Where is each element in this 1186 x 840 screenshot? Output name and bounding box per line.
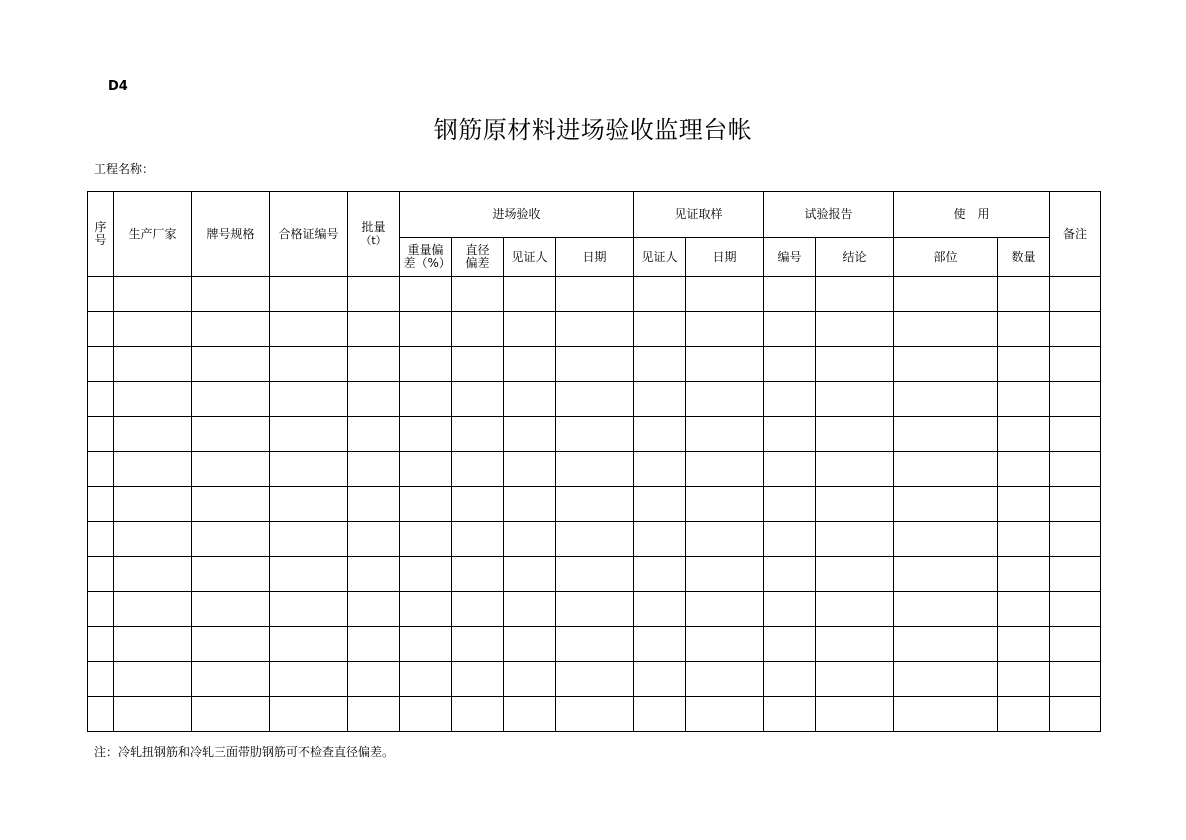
table-cell[interactable] <box>452 312 504 347</box>
table-cell[interactable] <box>556 382 634 417</box>
header-entry-inspection: 进场验收 <box>400 192 634 238</box>
table-cell[interactable] <box>686 592 764 627</box>
table-cell[interactable] <box>998 557 1050 592</box>
table-cell[interactable] <box>192 627 270 662</box>
table-cell[interactable] <box>114 557 192 592</box>
table-cell[interactable] <box>114 592 192 627</box>
table-cell[interactable] <box>348 557 400 592</box>
table-cell[interactable] <box>816 627 894 662</box>
table-cell[interactable] <box>894 312 998 347</box>
table-cell[interactable] <box>556 277 634 312</box>
table-cell[interactable] <box>270 557 348 592</box>
table-cell[interactable] <box>452 347 504 382</box>
table-cell[interactable] <box>764 522 816 557</box>
table-cell[interactable] <box>114 662 192 697</box>
header-sampling-date: 日期 <box>686 238 764 277</box>
form-code: D4 <box>108 79 128 94</box>
table-cell[interactable] <box>192 662 270 697</box>
header-date: 日期 <box>556 238 634 277</box>
table-cell[interactable] <box>1050 312 1101 347</box>
table-cell[interactable] <box>816 417 894 452</box>
table-cell[interactable] <box>556 627 634 662</box>
table-cell[interactable] <box>686 417 764 452</box>
table-cell[interactable] <box>348 382 400 417</box>
header-sampling-witness: 见证人 <box>634 238 686 277</box>
table-cell[interactable] <box>764 697 816 732</box>
table-cell[interactable] <box>764 347 816 382</box>
table-cell[interactable] <box>998 522 1050 557</box>
table-cell[interactable] <box>88 312 114 347</box>
table-body <box>88 277 1101 732</box>
table-cell[interactable] <box>998 662 1050 697</box>
table-cell[interactable] <box>452 697 504 732</box>
table-cell[interactable] <box>88 627 114 662</box>
table-cell[interactable] <box>686 662 764 697</box>
header-brand-spec: 牌号规格 <box>192 192 270 277</box>
table-cell[interactable] <box>634 697 686 732</box>
table-cell[interactable] <box>634 487 686 522</box>
header-seq: 序号 <box>88 192 114 277</box>
table-cell[interactable] <box>894 347 998 382</box>
header-witness: 见证人 <box>504 238 556 277</box>
table-cell[interactable] <box>504 277 556 312</box>
table-cell[interactable] <box>88 662 114 697</box>
table-cell[interactable] <box>556 662 634 697</box>
table-cell[interactable] <box>348 487 400 522</box>
table-cell[interactable] <box>88 557 114 592</box>
table-cell[interactable] <box>816 347 894 382</box>
table-cell[interactable] <box>452 522 504 557</box>
table-cell[interactable] <box>998 697 1050 732</box>
header-witness-sampling: 见证取样 <box>634 192 764 238</box>
table-cell[interactable] <box>894 522 998 557</box>
table-cell[interactable] <box>400 312 452 347</box>
table-cell[interactable] <box>348 312 400 347</box>
table-cell[interactable] <box>114 347 192 382</box>
table-cell[interactable] <box>634 417 686 452</box>
table-cell[interactable] <box>88 452 114 487</box>
table-cell[interactable] <box>634 312 686 347</box>
table-cell[interactable] <box>88 592 114 627</box>
table-cell[interactable] <box>998 277 1050 312</box>
table-cell[interactable] <box>452 452 504 487</box>
table-cell[interactable] <box>556 522 634 557</box>
table-cell[interactable] <box>192 382 270 417</box>
table-cell[interactable] <box>348 277 400 312</box>
table-cell[interactable] <box>556 557 634 592</box>
table-cell[interactable] <box>504 627 556 662</box>
table-cell[interactable] <box>114 382 192 417</box>
table-cell[interactable] <box>686 557 764 592</box>
table-cell[interactable] <box>556 417 634 452</box>
table-cell[interactable] <box>400 522 452 557</box>
table-cell[interactable] <box>348 627 400 662</box>
table-row <box>88 487 1101 522</box>
table-cell[interactable] <box>634 347 686 382</box>
table-cell[interactable] <box>764 382 816 417</box>
table-cell[interactable] <box>348 697 400 732</box>
table-cell[interactable] <box>686 312 764 347</box>
table-row <box>88 592 1101 627</box>
table-row <box>88 382 1101 417</box>
table-cell[interactable] <box>894 452 998 487</box>
table-cell[interactable] <box>816 522 894 557</box>
table-cell[interactable] <box>894 557 998 592</box>
table-cell[interactable] <box>504 662 556 697</box>
table-cell[interactable] <box>504 487 556 522</box>
table-cell[interactable] <box>998 627 1050 662</box>
table-cell[interactable] <box>192 417 270 452</box>
table-cell[interactable] <box>452 417 504 452</box>
table-cell[interactable] <box>504 382 556 417</box>
table-cell[interactable] <box>400 277 452 312</box>
table-cell[interactable] <box>1050 662 1101 697</box>
header-conclusion: 结论 <box>816 238 894 277</box>
table-cell[interactable] <box>894 277 998 312</box>
table-cell[interactable] <box>192 277 270 312</box>
table-row <box>88 627 1101 662</box>
table-cell[interactable] <box>270 697 348 732</box>
header-row-1 <box>88 192 1101 238</box>
header-remarks: 备注 <box>1050 192 1101 277</box>
table-cell[interactable] <box>764 487 816 522</box>
table-cell[interactable] <box>556 487 634 522</box>
table-cell[interactable] <box>192 452 270 487</box>
table-cell[interactable] <box>114 417 192 452</box>
table-row <box>88 522 1101 557</box>
table-cell[interactable] <box>998 417 1050 452</box>
table-cell[interactable] <box>1050 277 1101 312</box>
header-report-no: 编号 <box>764 238 816 277</box>
table-cell[interactable] <box>686 697 764 732</box>
table-cell[interactable] <box>88 382 114 417</box>
table-cell[interactable] <box>686 277 764 312</box>
table-cell[interactable] <box>764 452 816 487</box>
table-row <box>88 557 1101 592</box>
table-cell[interactable] <box>894 662 998 697</box>
table-cell[interactable] <box>894 487 998 522</box>
table-cell[interactable] <box>192 557 270 592</box>
table-cell[interactable] <box>816 312 894 347</box>
table-cell[interactable] <box>270 627 348 662</box>
table-cell[interactable] <box>88 697 114 732</box>
table-cell[interactable] <box>192 487 270 522</box>
table-cell[interactable] <box>998 452 1050 487</box>
table-cell[interactable] <box>764 557 816 592</box>
table-cell[interactable] <box>270 487 348 522</box>
table-row <box>88 277 1101 312</box>
table-cell[interactable] <box>452 627 504 662</box>
table-cell[interactable] <box>400 347 452 382</box>
table-cell[interactable] <box>88 487 114 522</box>
table-cell[interactable] <box>114 627 192 662</box>
table-cell[interactable] <box>270 417 348 452</box>
table-cell[interactable] <box>400 627 452 662</box>
table-cell[interactable] <box>998 487 1050 522</box>
table-cell[interactable] <box>634 627 686 662</box>
table-cell[interactable] <box>270 382 348 417</box>
table-cell[interactable] <box>894 417 998 452</box>
table-cell[interactable] <box>270 452 348 487</box>
table-cell[interactable] <box>634 382 686 417</box>
table-cell[interactable] <box>1050 592 1101 627</box>
table-cell[interactable] <box>504 522 556 557</box>
table-cell[interactable] <box>816 662 894 697</box>
table-cell[interactable] <box>764 627 816 662</box>
table-cell[interactable] <box>114 312 192 347</box>
table-row <box>88 452 1101 487</box>
table-cell[interactable] <box>452 592 504 627</box>
header-batch <box>348 192 400 277</box>
table-cell[interactable] <box>88 417 114 452</box>
table-cell[interactable] <box>894 592 998 627</box>
table-cell[interactable] <box>764 277 816 312</box>
table-cell[interactable] <box>556 592 634 627</box>
table-cell[interactable] <box>114 277 192 312</box>
table-cell[interactable] <box>1050 417 1101 452</box>
table-cell[interactable] <box>1050 487 1101 522</box>
table-cell[interactable] <box>400 592 452 627</box>
table-cell[interactable] <box>400 662 452 697</box>
table-cell[interactable] <box>634 557 686 592</box>
table-cell[interactable] <box>348 592 400 627</box>
table-cell[interactable] <box>348 347 400 382</box>
table-cell[interactable] <box>452 487 504 522</box>
table-row <box>88 417 1101 452</box>
table-cell[interactable] <box>192 592 270 627</box>
table-cell[interactable] <box>452 277 504 312</box>
table-cell[interactable] <box>816 487 894 522</box>
table-cell[interactable] <box>894 627 998 662</box>
table-cell[interactable] <box>1050 522 1101 557</box>
table-cell[interactable] <box>452 557 504 592</box>
table-cell[interactable] <box>816 557 894 592</box>
table-cell[interactable] <box>400 382 452 417</box>
table-cell[interactable] <box>504 452 556 487</box>
table-cell[interactable] <box>452 382 504 417</box>
table-cell[interactable] <box>816 277 894 312</box>
table-cell[interactable] <box>1050 382 1101 417</box>
table-cell[interactable] <box>816 452 894 487</box>
table-row <box>88 312 1101 347</box>
table-cell[interactable] <box>686 452 764 487</box>
table-cell[interactable] <box>686 522 764 557</box>
header-cert-no: 合格证编号 <box>270 192 348 277</box>
table-cell[interactable] <box>504 347 556 382</box>
table-cell[interactable] <box>270 662 348 697</box>
table-cell[interactable] <box>270 277 348 312</box>
table-cell[interactable] <box>270 312 348 347</box>
table-cell[interactable] <box>400 487 452 522</box>
table-cell[interactable] <box>764 662 816 697</box>
ledger-table <box>87 191 1101 732</box>
table-cell[interactable] <box>1050 557 1101 592</box>
header-weight-deviation: 重量偏差（%） <box>400 238 452 277</box>
table-cell[interactable] <box>192 312 270 347</box>
header-test-report: 试验报告 <box>764 192 894 238</box>
table-cell[interactable] <box>634 452 686 487</box>
table-cell[interactable] <box>114 522 192 557</box>
table-cell[interactable] <box>686 382 764 417</box>
table-cell[interactable] <box>88 522 114 557</box>
table-cell[interactable] <box>400 417 452 452</box>
table-cell[interactable] <box>400 557 452 592</box>
table-cell[interactable] <box>504 312 556 347</box>
table-row <box>88 662 1101 697</box>
table-cell[interactable] <box>556 697 634 732</box>
table-cell[interactable] <box>816 382 894 417</box>
table-cell[interactable] <box>88 277 114 312</box>
table-cell[interactable] <box>764 312 816 347</box>
table-cell[interactable] <box>634 277 686 312</box>
table-cell[interactable] <box>894 697 998 732</box>
header-manufacturer: 生产厂家 <box>114 192 192 277</box>
table-cell[interactable] <box>816 697 894 732</box>
table-cell[interactable] <box>764 417 816 452</box>
table-cell[interactable] <box>998 312 1050 347</box>
table-cell[interactable] <box>270 522 348 557</box>
table-cell[interactable] <box>634 592 686 627</box>
header-batch-qty: 批量 <box>361 220 386 234</box>
table-cell[interactable] <box>1050 627 1101 662</box>
table-cell[interactable] <box>816 592 894 627</box>
table-cell[interactable] <box>556 452 634 487</box>
table-cell[interactable] <box>998 347 1050 382</box>
table-cell[interactable] <box>192 697 270 732</box>
footnote: 注：冷轧扭钢筋和冷轧三面带肋钢筋可不检查直径偏差。 <box>94 745 395 759</box>
header-diameter-deviation: 直径偏差 <box>452 238 504 277</box>
table-cell[interactable] <box>270 347 348 382</box>
table-cell[interactable] <box>998 382 1050 417</box>
table-cell[interactable] <box>686 347 764 382</box>
table-row <box>88 347 1101 382</box>
table-cell[interactable] <box>894 382 998 417</box>
table-cell[interactable] <box>686 487 764 522</box>
table-cell[interactable] <box>348 522 400 557</box>
table-cell[interactable] <box>504 557 556 592</box>
header-location: 部位 <box>894 238 998 277</box>
table-cell[interactable] <box>348 417 400 452</box>
table-cell[interactable] <box>88 347 114 382</box>
table-row <box>88 697 1101 732</box>
table-cell[interactable] <box>192 347 270 382</box>
table-cell[interactable] <box>686 627 764 662</box>
table-cell[interactable] <box>556 347 634 382</box>
table-cell[interactable] <box>634 662 686 697</box>
header-batch-unit: （t） <box>360 234 387 247</box>
table-cell[interactable] <box>504 592 556 627</box>
table-cell[interactable] <box>192 522 270 557</box>
table-cell[interactable] <box>400 452 452 487</box>
project-name-label: 工程名称： <box>94 162 155 176</box>
table-cell[interactable] <box>998 592 1050 627</box>
table-cell[interactable] <box>504 417 556 452</box>
page-title: 钢筋原材料进场验收监理台帐 <box>433 116 753 144</box>
header-quantity: 数量 <box>998 238 1050 277</box>
table-cell[interactable] <box>114 452 192 487</box>
table-cell[interactable] <box>634 522 686 557</box>
table-cell[interactable] <box>1050 452 1101 487</box>
table-cell[interactable] <box>1050 697 1101 732</box>
table-cell[interactable] <box>504 697 556 732</box>
table-cell[interactable] <box>452 662 504 697</box>
table-cell[interactable] <box>556 312 634 347</box>
table-cell[interactable] <box>270 592 348 627</box>
table-cell[interactable] <box>1050 347 1101 382</box>
table-cell[interactable] <box>400 697 452 732</box>
table-cell[interactable] <box>764 592 816 627</box>
header-usage: 使 用 <box>894 192 1050 238</box>
table-cell[interactable] <box>114 487 192 522</box>
table-cell[interactable] <box>348 452 400 487</box>
table-cell[interactable] <box>114 697 192 732</box>
table-cell[interactable] <box>348 662 400 697</box>
